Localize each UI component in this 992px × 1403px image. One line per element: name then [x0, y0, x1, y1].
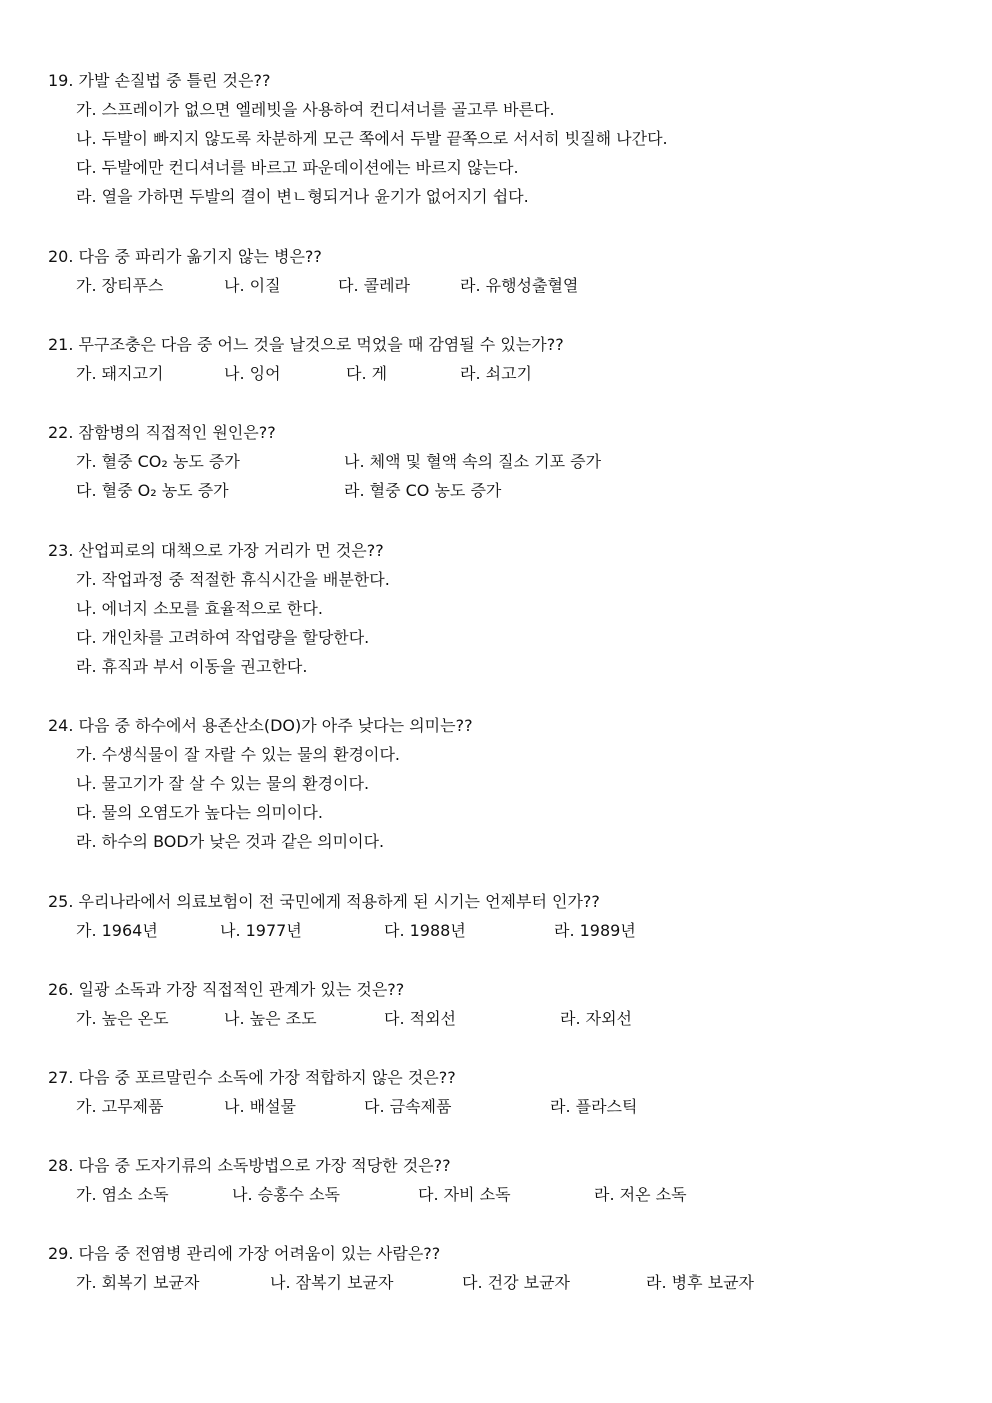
question-text: 무구조충은 다음 중 어느 것을 날것으로 먹었을 때 감염될 수 있는가??	[78, 335, 564, 354]
answer-option: 다. 혈중 O₂ 농도 증가	[76, 481, 229, 500]
answer-option: 다. 건강 보균자	[462, 1273, 570, 1292]
answer-option: 가. 수생식물이 잘 자랄 수 있는 물의 환경이다.	[76, 745, 400, 764]
question-number: 20.	[48, 247, 74, 266]
answer-row	[48, 1092, 968, 1121]
answer-option: 가. 장티푸스	[76, 276, 164, 295]
question-29	[48, 1239, 968, 1297]
question-28	[48, 1151, 968, 1209]
question-number: 24.	[48, 716, 74, 735]
answer-option: 라. 유행성출혈열	[460, 276, 579, 295]
question-text: 다음 중 도자기류의 소독방법으로 가장 적당한 것은??	[78, 1156, 451, 1175]
question-number: 23.	[48, 541, 74, 560]
question-20	[48, 242, 968, 300]
question-21	[48, 330, 968, 388]
question-text: 다음 중 파리가 옮기지 않는 병은??	[78, 247, 322, 266]
question-stem	[48, 1063, 968, 1092]
answer-option: 나. 체액 및 혈액 속의 질소 기포 증가	[344, 452, 602, 471]
answer-option: 가. 회복기 보균자	[76, 1273, 200, 1292]
answer-option: 라. 1989년	[554, 921, 636, 940]
question-stem	[48, 536, 968, 565]
answer-row	[48, 1180, 968, 1209]
answer-option: 나. 물고기가 잘 살 수 있는 물의 환경이다.	[76, 774, 370, 793]
question-stem	[48, 330, 968, 359]
answer-option: 라. 플라스틱	[550, 1097, 638, 1116]
answer-row	[48, 476, 968, 505]
answer-option: 가. 혈중 CO₂ 농도 증가	[76, 452, 240, 471]
answer-option: 라. 병후 보균자	[646, 1273, 754, 1292]
question-22	[48, 418, 968, 505]
answer-option: 나. 배설물	[224, 1097, 296, 1116]
answer-row	[48, 447, 968, 476]
question-stem	[48, 1151, 968, 1180]
question-23	[48, 536, 968, 681]
answer-option: 나. 두발이 빠지지 않도록 차분하게 모근 쪽에서 두발 끝쪽으로 서서히 빗질해 나간다.	[76, 129, 668, 148]
answer-option: 다. 두발에만 컨디셔너를 바르고 파운데이션에는 바르지 않는다.	[76, 158, 519, 177]
answer-option: 나. 승홍수 소독	[232, 1185, 340, 1204]
question-text: 다음 중 하수에서 용존산소(DO)가 아주 낮다는 의미는??	[78, 716, 473, 735]
answer-option: 가. 높은 온도	[76, 1009, 169, 1028]
answer-row	[48, 916, 968, 945]
answer-option: 다. 자비 소독	[418, 1185, 511, 1204]
question-24	[48, 711, 968, 856]
question-number: 19.	[48, 71, 74, 90]
answer-option: 라. 쇠고기	[460, 364, 532, 383]
answer-option: 가. 작업과정 중 적절한 휴식시간을 배분한다.	[76, 570, 390, 589]
question-text: 가발 손질법 중 틀린 것은??	[78, 71, 271, 90]
question-number: 29.	[48, 1244, 74, 1263]
answer-option: 라. 휴직과 부서 이동을 권고한다.	[76, 657, 308, 676]
question-stem	[48, 242, 968, 271]
question-number: 21.	[48, 335, 74, 354]
question-stem	[48, 1239, 968, 1268]
question-stem	[48, 887, 968, 916]
answer-option: 다. 1988년	[384, 921, 466, 940]
question-27	[48, 1063, 968, 1121]
answer-option: 라. 혈중 CO 농도 증가	[344, 481, 502, 500]
question-number: 25.	[48, 892, 74, 911]
answer-option: 다. 개인차를 고려하여 작업량을 할당한다.	[76, 628, 370, 647]
question-text: 일광 소독과 가장 직접적인 관계가 있는 것은??	[78, 980, 405, 999]
answer-option: 가. 염소 소독	[76, 1185, 169, 1204]
answer-row	[48, 271, 968, 300]
answer-row	[48, 359, 968, 388]
question-stem	[48, 975, 968, 1004]
answer-row	[48, 1268, 968, 1297]
answer-option: 나. 잉어	[224, 364, 281, 383]
answer-option: 가. 돼지고기	[76, 364, 164, 383]
question-25	[48, 887, 968, 945]
answer-option: 다. 콜레라	[338, 276, 410, 295]
question-stem	[48, 711, 968, 740]
answer-row	[48, 1004, 968, 1033]
answer-option: 다. 적외선	[384, 1009, 456, 1028]
answer-option: 나. 1977년	[220, 921, 302, 940]
answer-option: 라. 자외선	[560, 1009, 632, 1028]
question-number: 28.	[48, 1156, 74, 1175]
answer-option: 가. 고무제품	[76, 1097, 164, 1116]
question-number: 26.	[48, 980, 74, 999]
question-text: 우리나라에서 의료보험이 전 국민에게 적용하게 된 시기는 언제부터 인가??	[78, 892, 600, 911]
question-stem	[48, 66, 968, 95]
answer-option: 나. 높은 조도	[224, 1009, 317, 1028]
question-number: 22.	[48, 423, 74, 442]
question-19	[48, 66, 968, 211]
question-text: 잠함병의 직접적인 원인은??	[78, 423, 276, 442]
question-text: 다음 중 전염병 관리에 가장 어려움이 있는 사람은??	[78, 1244, 441, 1263]
question-stem	[48, 418, 968, 447]
answer-option: 다. 게	[346, 364, 388, 383]
answer-option: 다. 물의 오염도가 높다는 의미이다.	[76, 803, 323, 822]
question-text: 다음 중 포르말린수 소독에 가장 적합하지 않은 것은??	[78, 1068, 456, 1087]
question-26	[48, 975, 968, 1033]
answer-option: 가. 1964년	[76, 921, 158, 940]
answer-option: 다. 금속제품	[364, 1097, 452, 1116]
question-text: 산업피로의 대책으로 가장 거리가 먼 것은??	[78, 541, 384, 560]
answer-option: 라. 열을 가하면 두발의 결이 변ㄴ형되거나 윤기가 없어지기 쉽다.	[76, 187, 529, 206]
answer-option: 가. 스프레이가 없으면 엘레빗을 사용하여 컨디셔너를 골고루 바른다.	[76, 100, 555, 119]
answer-option: 나. 에너지 소모를 효율적으로 한다.	[76, 599, 323, 618]
answer-option: 라. 하수의 BOD가 낮은 것과 같은 의미이다.	[76, 832, 385, 851]
answer-option: 나. 이질	[224, 276, 281, 295]
answer-option: 라. 저온 소독	[594, 1185, 687, 1204]
answer-option: 나. 잠복기 보균자	[270, 1273, 394, 1292]
question-number: 27.	[48, 1068, 74, 1087]
